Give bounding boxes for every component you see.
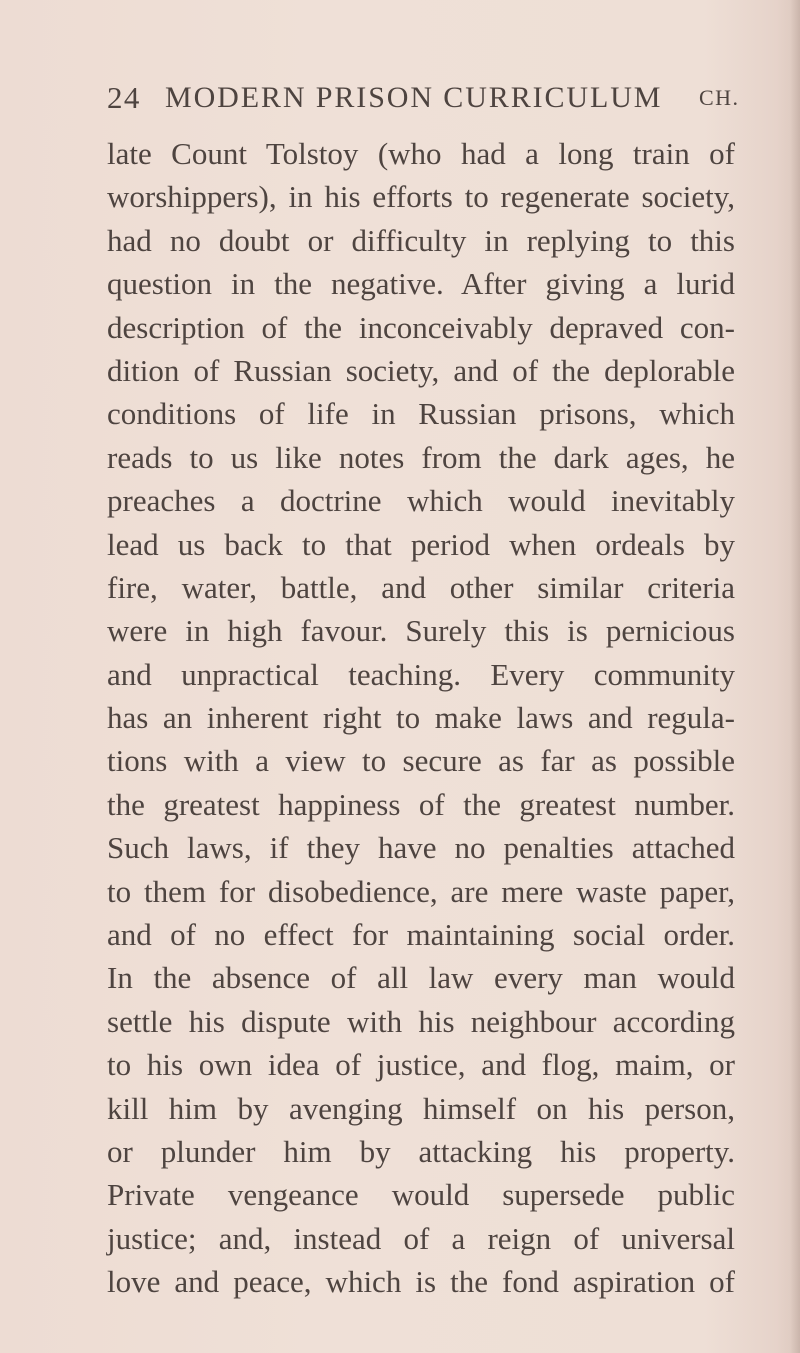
running-title: MODERN PRISON CURRICULUM xyxy=(165,81,663,114)
text-line: has an inherent right to make laws and regula- xyxy=(107,700,735,736)
text-line: question in the negative. After giving a lurid xyxy=(107,266,735,302)
text-line: conditions of life in Russian prisons, which xyxy=(107,396,735,432)
text-line: In the absence of all law every man would xyxy=(107,960,735,996)
text-line: fire, water, battle, and other similar criteria xyxy=(107,569,735,605)
text-line: the greatest happiness of the greatest number. xyxy=(107,786,735,822)
text-line: tions with a view to secure as far as possible xyxy=(107,743,735,779)
text-line: and unpractical teaching. Every community xyxy=(107,656,735,692)
text-line: Such laws, if they have no penalties attached xyxy=(107,830,735,866)
text-line: description of the inconceivably depraved con- xyxy=(107,309,735,345)
text-line: love and peace, which is the fond aspiration of xyxy=(107,1264,735,1300)
text-line: preaches a doctrine which would inevitably xyxy=(107,483,735,519)
text-line: had no doubt or difficulty in replying to this xyxy=(107,222,735,258)
text-line: dition of Russian society, and of the deplorable xyxy=(107,352,735,388)
text-line: Private vengeance would supersede public xyxy=(107,1177,735,1213)
text-line: to his own idea of justice, and flog, maim, or xyxy=(107,1047,735,1083)
text-line: and of no effect for maintaining social order. xyxy=(107,917,735,953)
text-line: settle his dispute with his neighbour according xyxy=(107,1003,735,1039)
text-line: justice; and, instead of a reign of universal xyxy=(107,1220,735,1256)
running-head xyxy=(107,75,740,121)
text-line: late Count Tolstoy (who had a long train of xyxy=(107,136,735,171)
text-line: were in high favour. Surely this is pernicious xyxy=(107,613,735,649)
page-number: 24 xyxy=(107,80,141,115)
body-text xyxy=(107,132,735,1304)
text-line: or plunder him by attacking his property. xyxy=(107,1133,735,1169)
chapter-abbrev: CH. xyxy=(699,85,740,110)
text-line: kill him by avenging himself on his person, xyxy=(107,1090,735,1126)
page-edge-shadow xyxy=(790,0,800,1353)
text-line: to them for disobedience, are mere waste paper, xyxy=(107,873,735,909)
text-line: lead us back to that period when ordeals by xyxy=(107,526,735,562)
text-line: worshippers), in his efforts to regenerate society, xyxy=(107,179,735,215)
text-line: reads to us like notes from the dark ages, he xyxy=(107,439,735,475)
